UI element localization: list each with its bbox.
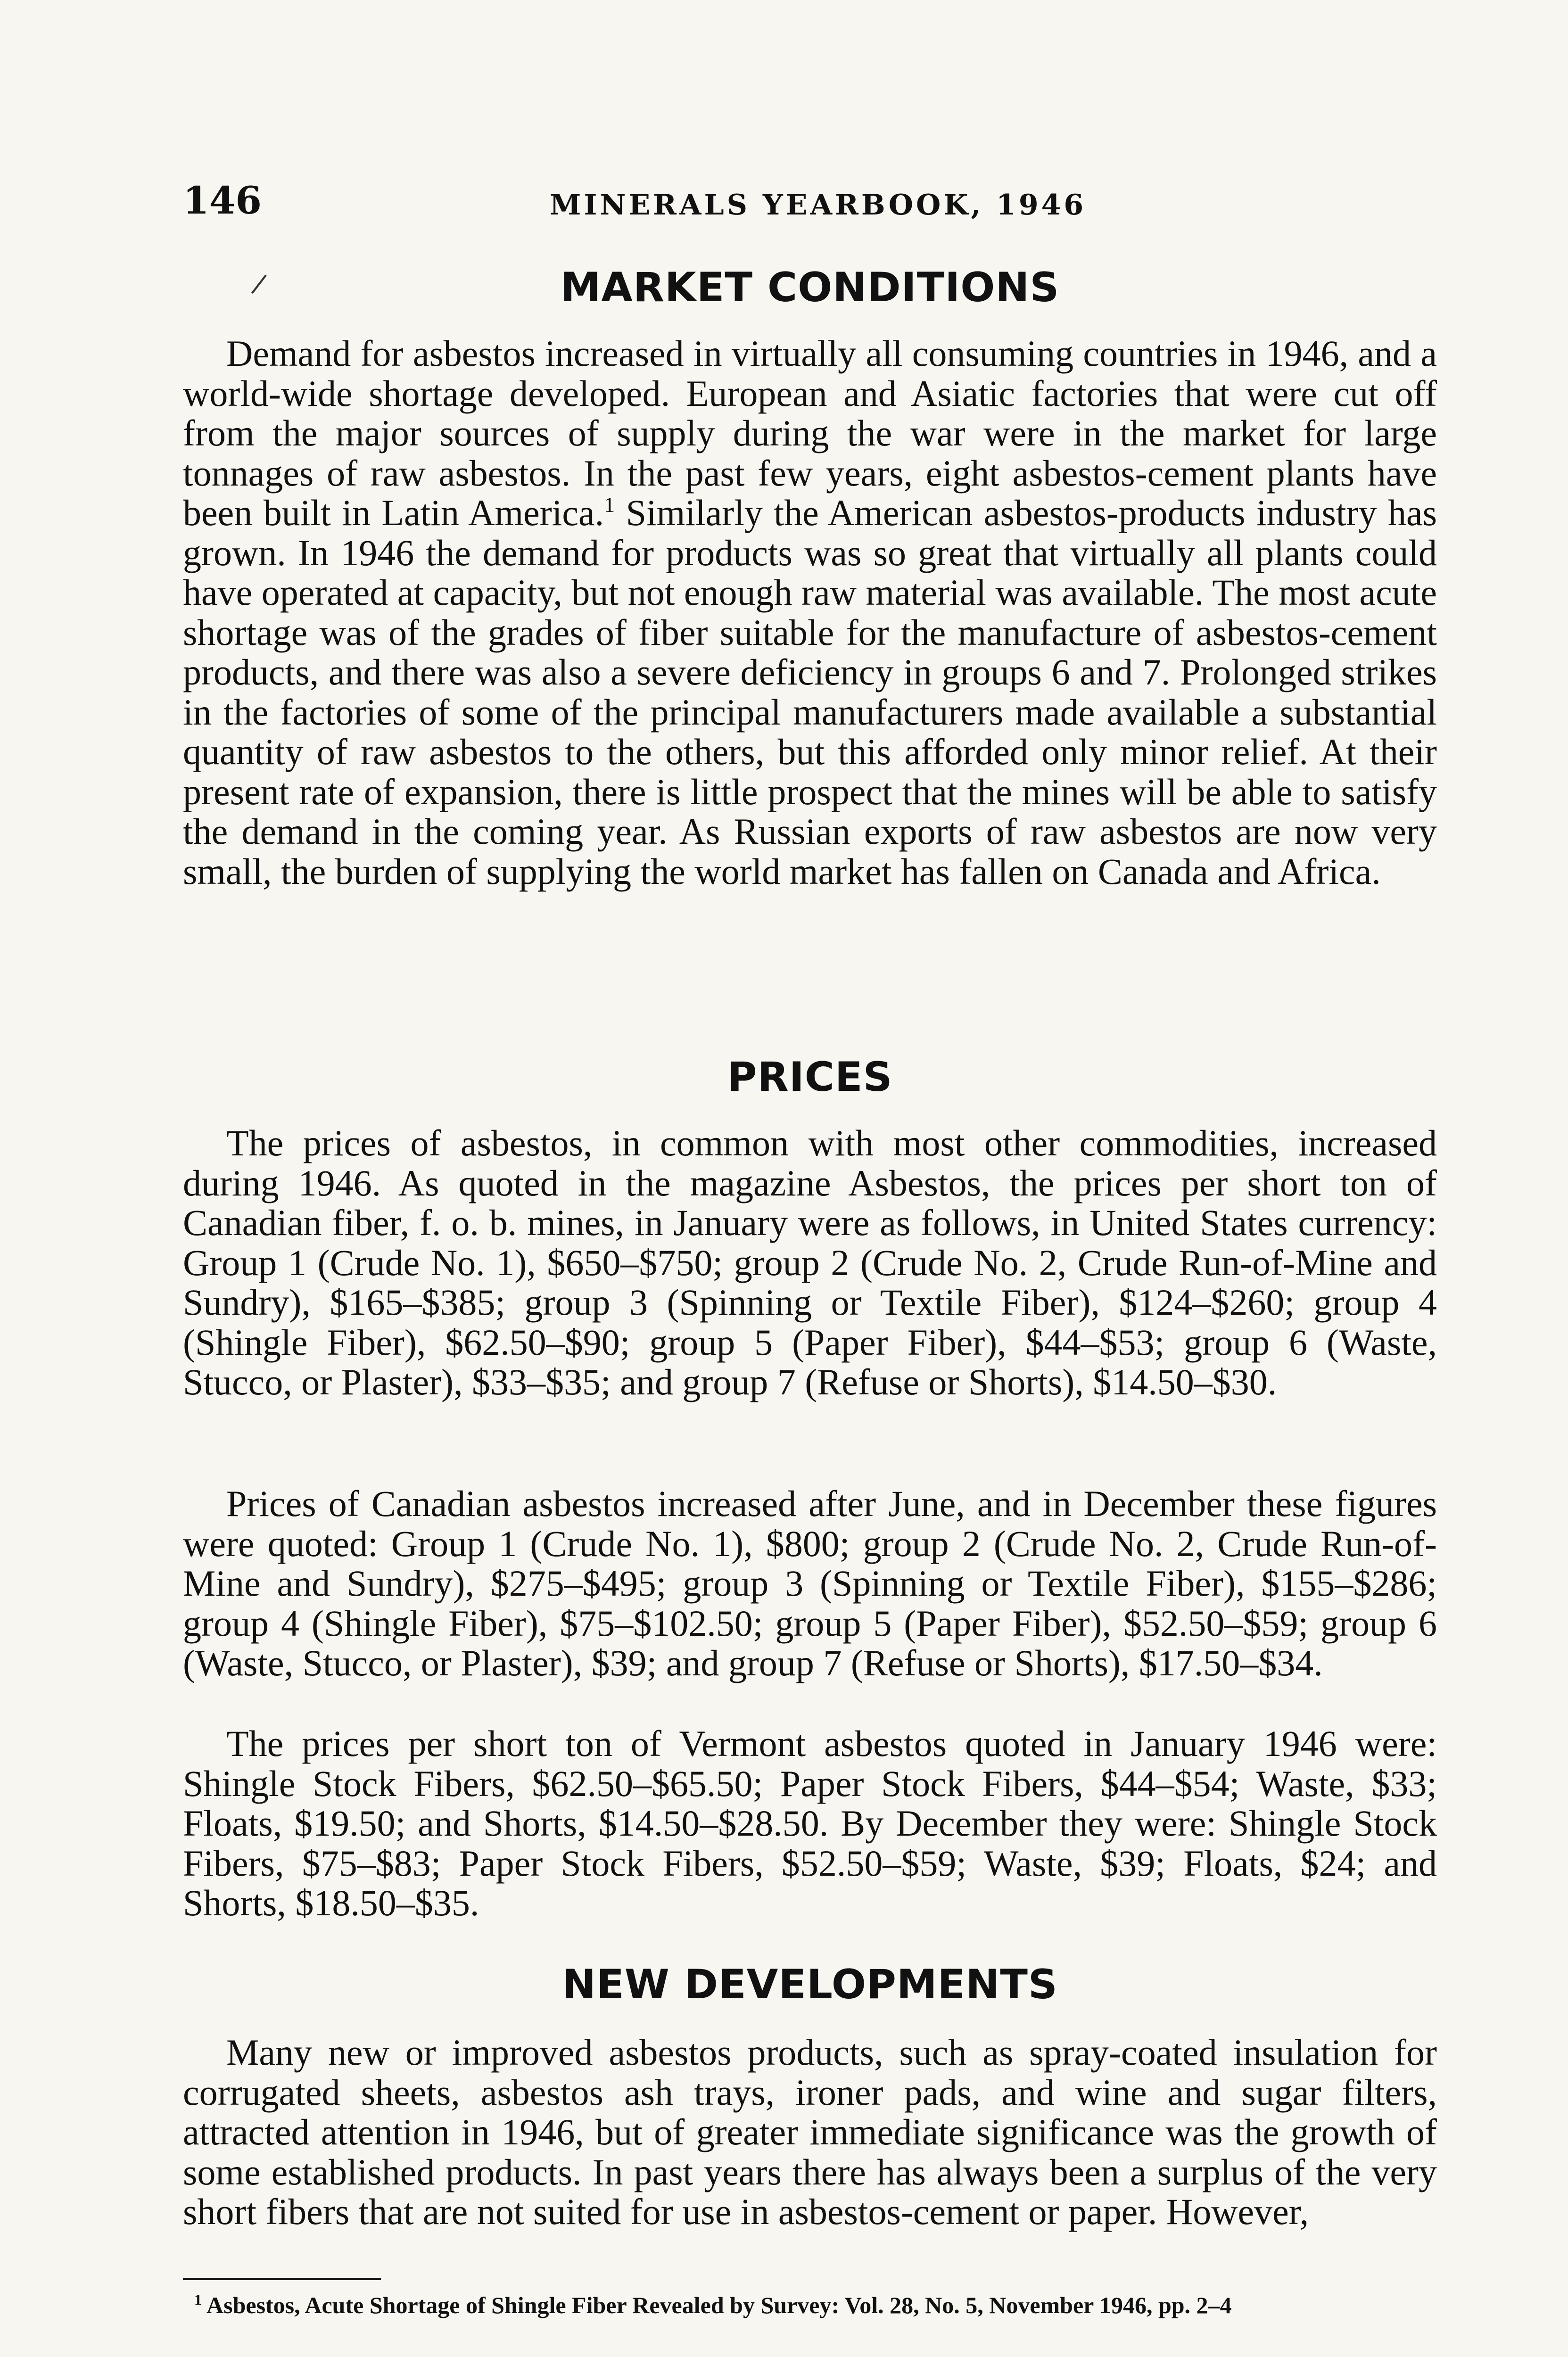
market-conditions-paragraph	[183, 334, 1437, 891]
page-header	[183, 178, 1437, 225]
footnote	[194, 2291, 1439, 2319]
market-conditions-text-2: Similarly the American asbestos-products industry has grown. In 1946 the demand for products was so great that virtually all plants could have operated at capacity, but not enough raw material was available. The most acute shortage was of the grades of fiber suitable for the manufacture of asbestos-cement products, and there was also a severe deficiency in groups 6 and 7. Prolonged strikes in the factories of some of the principal manufacturers made available a substantial quantity of raw asbestos to the others, but this afforded only minor relief. At their present rate of expansion, there is little prospect that the mines will be able to satisfy the demand in the coming year. As Russian exports of raw asbestos are now very small, the burden of supplying the world market has fallen on Canada and Africa.	[183, 492, 1437, 892]
heading-market-conditions: MARKET CONDITIONS	[560, 264, 1060, 311]
prices-paragraph-2: Prices of Canadian asbestos increased after June, and in December these figures were quoted: Group 1 (Crude No. 1), $800; group 2 (Crude No. 2, Crude Run-of-Mine and Sundry), $275–$495; group 3 (Spinning or Textile Fiber), $155–$286; group 4 (Shingle Fiber), $75–$102.50; group 5 (Paper Fiber), $52.50–$59; group 6 (Waste, Stucco, or Plaster), $39; and group 7 (Refuse or Shorts), $17.50–$34.	[183, 1483, 1437, 1683]
running-head: MINERALS YEARBOOK, 1946	[550, 189, 1087, 222]
prices-paragraph-3: The prices per short ton of Vermont asbestos quoted in January 1946 were: Shingle Stock Fibers, $62.50–$65.50; Paper Stock Fibers, $44–$54; Waste, $33; Floats, $19.50; and Shorts, $14.50–$28.50. By December they were: Shingle Stock Fibers, $75–$83; Paper Stock Fibers, $52.50–$59; Waste, $39; Floats, $24; and Shorts, $18.50–$35.	[183, 1723, 1437, 1923]
page-number: 146	[183, 178, 262, 223]
prices-paragraph-1: The prices of asbestos, in common with most other commodities, increased during 1946. As quoted in the magazine Asbestos, the prices per short ton of Canadian fiber, f. o. b. mines, in January were as follows, in United States currency: Group 1 (Crude No. 1), $650–$750; group 2 (Crude No. 2, Crude Run-of-Mine and Sundry), $165–$385; group 3 (Spinning or Textile Fiber), $124–$260; group 4 (Shingle Fiber), $62.50–$90; group 5 (Paper Fiber), $44–$53; group 6 (Waste, Stucco, or Plaster), $33–$35; and group 7 (Refuse or Shorts), $14.50–$30.	[183, 1122, 1437, 1402]
footnote-number: 1	[194, 2291, 202, 2308]
footnote-reference: 1	[604, 493, 615, 517]
footnote-text: Asbestos, Acute Shortage of Shingle Fiber Revealed by Survey: Vol. 28, No. 5, November 1946, pp. 2–4	[206, 2292, 1232, 2318]
stray-mark: /	[249, 268, 269, 300]
market-conditions-text-1: Demand for asbestos increased in virtually all consuming countries in 1946, and a world-wide shortage developed. European and Asiatic factories that were cut off from the major sources of supply during the war were in the market for large tonnages of raw asbestos. In the past few years, eight asbestos-cement plants have been built in Latin America.	[183, 333, 1437, 533]
heading-prices: PRICES	[727, 1054, 893, 1101]
footnote-divider	[183, 2278, 381, 2280]
heading-new-developments: NEW DEVELOPMENTS	[562, 1961, 1058, 2008]
new-developments-paragraph: Many new or improved asbestos products, such as spray-coated insulation for corrugated sheets, asbestos ash trays, ironer pads, and wine and sugar filters, attracted attention in 1946, but of greater immediate significance was the growth of some established products. In past years there has always been a surplus of the very short fibers that are not suited for use in asbestos-cement or paper. However,	[183, 2032, 1437, 2232]
